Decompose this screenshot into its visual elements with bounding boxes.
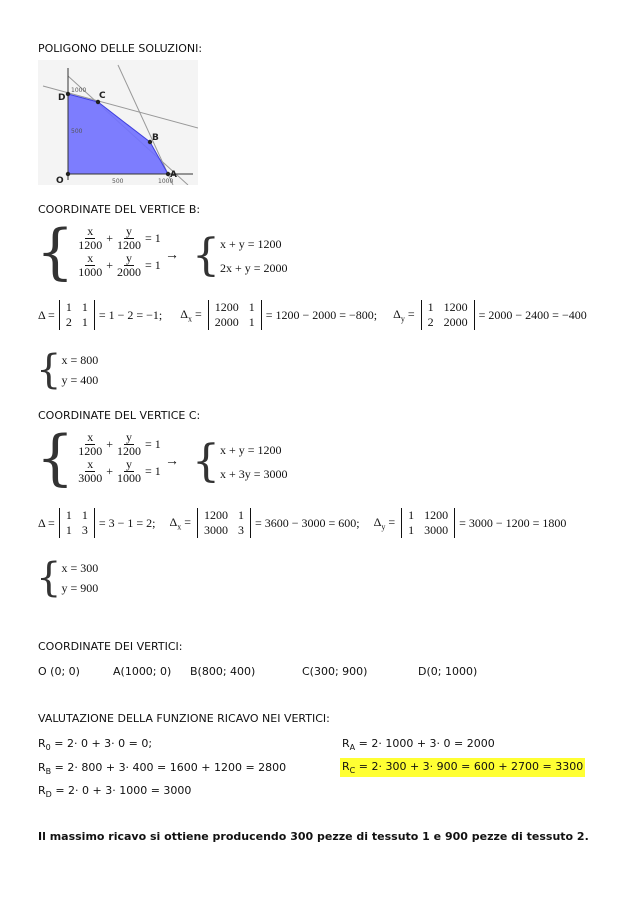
vc-sys-eq-1: x + y = 1200: [220, 443, 282, 457]
vertex-d-point: [66, 92, 70, 96]
vc-solution: { x = 300 y = 900: [36, 555, 99, 601]
label-b: B: [152, 133, 159, 143]
vc-linear-system: { x + y = 1200 x + 3y = 3000: [192, 436, 288, 487]
vc-dx-matrix: 1200 1 3000 3: [197, 508, 251, 538]
vc-delta-matrix: 1 1 1 3: [59, 508, 95, 538]
vc-arrow: →: [165, 454, 179, 469]
vb-solution-y: y = 400: [61, 373, 99, 387]
vertex-d: D(0; 1000): [418, 665, 478, 678]
vertex-b: B(800; 400): [190, 665, 256, 678]
label-d: D: [58, 93, 66, 103]
vc-solution-y: y = 900: [61, 581, 99, 595]
heading-vertex-c: COORDINATE DEL VERTICE C:: [38, 409, 201, 422]
vb-dx-label: $\Delta_x$ =: [180, 306, 202, 324]
revenue-c-highlighted: $R_C = 2\cdot 300 + 3\cdot 900 = 600 + 2700 = 3300$: [342, 760, 584, 776]
vc-delta-result: = 3 − 1 = 2;: [98, 515, 156, 530]
revenue-o: $R_0 = 2\cdot 0 + 3\cdot 0 = 0$;: [38, 737, 153, 753]
tick-y-500: 500: [71, 128, 83, 135]
vb-arrow: →: [165, 248, 179, 263]
vc-equation-1: $\frac{x}{1200}$ + $\frac{y}{1200}$ = 1: [78, 430, 161, 458]
vertex-a: A(1000; 0): [113, 665, 172, 678]
tick-y-1000: 1000: [71, 87, 87, 94]
revenue-b: $R_B = 2\cdot 800 + 3\cdot 400 = 1600 + 1200 = 2800$: [38, 761, 287, 777]
vc-dx-result: = 3600 − 3000 = 600;: [254, 515, 360, 530]
solution-polygon-graph: [38, 60, 198, 185]
vc-solution-x: x = 300: [61, 561, 99, 575]
label-o: O: [56, 176, 64, 185]
vertex-c: C(300; 900): [302, 665, 368, 678]
label-a: A: [170, 170, 177, 180]
vc-dy-result: = 3000 − 1200 = 1800: [459, 515, 567, 530]
tick-x-500: 500: [112, 178, 124, 185]
vc-sys-eq-2: x + 3y = 3000: [220, 467, 288, 481]
vb-dy-matrix: 1 1200 2 2000: [421, 300, 475, 330]
vb-dy-label: $\Delta_y$ =: [393, 306, 415, 324]
vb-dy-result: = 2000 − 2400 = −400: [478, 307, 587, 322]
vb-solution: { x = 800 y = 400: [36, 347, 99, 393]
vc-delta-label: Δ =: [38, 515, 55, 530]
vb-sys-eq-1: x + y = 1200: [220, 237, 282, 251]
brace: {: [36, 217, 75, 287]
vc-dy-matrix: 1 1200 1 3000: [401, 508, 455, 538]
vb-equation-2: $\frac{x}{1000}$ + $\frac{y}{2000}$ = 1: [78, 251, 161, 279]
vc-equation-2: $\frac{x}{3000}$ + $\frac{y}{1000}$ = 1: [78, 457, 161, 485]
vb-solution-x: x = 800: [61, 353, 99, 367]
tick-x-1000: 1000: [158, 178, 174, 185]
vb-delta-label: Δ =: [38, 307, 55, 322]
vb-delta-result: = 1 − 2 = −1;: [98, 307, 163, 322]
vertex-o: O (0; 0): [38, 665, 80, 678]
vc-dy-label: $\Delta_y$ =: [373, 514, 396, 532]
heading-vertex-b: COORDINATE DEL VERTICE B:: [38, 203, 201, 216]
vc-dx-label: $\Delta_x$ =: [169, 514, 191, 532]
vb-determinants: [38, 300, 587, 330]
heading-evaluation: VALUTAZIONE DELLA FUNZIONE RICAVO NEI VERTICI:: [38, 712, 330, 725]
heading-polygon: POLIGONO DELLE SOLUZIONI:: [38, 42, 203, 55]
vertex-b-system: [36, 217, 161, 287]
vc-determinants: [38, 508, 566, 538]
vertex-c-system: { $\frac{x}{1200}$ + $\frac{y}{1200}$ = 1 $\frac{x}{3000}$ + $\frac{y}{1000}$ = 1: [36, 423, 161, 493]
label-c: C: [99, 91, 106, 101]
vertex-o-point: [66, 172, 70, 176]
conclusion: Il massimo ricavo si ottiene producendo 300 pezze di tessuto 1 e 900 pezze di tessuto 2.: [38, 830, 589, 843]
revenue-d: $R_D = 2\cdot 0 + 3\cdot 1000 = 3000$: [38, 784, 192, 800]
vb-equation-1: $\frac{x}{1200}$ + $\frac{y}{1200}$ = 1: [78, 224, 161, 252]
heading-vertices: COORDINATE DEI VERTICI:: [38, 640, 183, 653]
vb-linear-system: { x + y = 1200 2x + y = 2000: [192, 230, 288, 281]
vb-dx-matrix: 1200 1 2000 1: [208, 300, 262, 330]
vb-sys-eq-2: 2x + y = 2000: [220, 261, 288, 275]
vb-dx-result: = 1200 − 2000 = −800;: [265, 307, 378, 322]
vb-delta-matrix: 1 1 2 1: [59, 300, 95, 330]
revenue-a: $R_A = 2\cdot 1000 + 3\cdot 0 = 2000$: [342, 737, 495, 753]
